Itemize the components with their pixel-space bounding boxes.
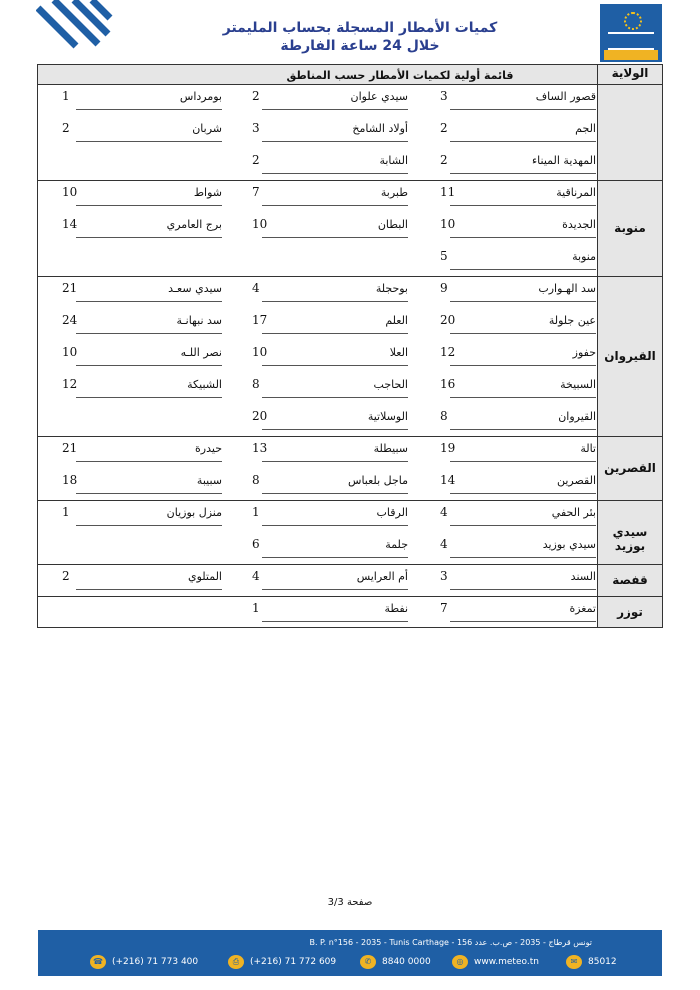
rain-value: 14 <box>62 217 78 231</box>
station-underline <box>76 205 222 206</box>
station-underline <box>262 109 408 110</box>
contact-fax: (+216) 71 772 609 <box>250 957 337 967</box>
rain-value: 4 <box>252 281 260 295</box>
station-name: المهدية الميناء <box>532 154 596 167</box>
rain-value: 8 <box>440 409 448 423</box>
rain-value: 7 <box>252 185 260 199</box>
logo-caption-band <box>604 50 658 60</box>
station-underline <box>262 493 408 494</box>
rain-value: 3 <box>252 121 260 135</box>
station-name: نصر اللـه <box>180 346 222 359</box>
station-underline <box>76 333 222 334</box>
station-name: سيدي سعـد <box>168 282 222 295</box>
station-name: طبربة <box>380 186 408 199</box>
station-underline <box>450 173 596 174</box>
station-underline <box>262 589 408 590</box>
station-underline <box>450 589 596 590</box>
station-underline <box>76 397 222 398</box>
station-name: البطان <box>377 218 408 231</box>
station-name: جلمة <box>385 538 408 551</box>
station-underline <box>262 173 408 174</box>
station-underline <box>450 397 596 398</box>
rain-value: 20 <box>440 313 456 327</box>
rain-value: 1 <box>62 89 70 103</box>
station-name: السند <box>570 570 596 583</box>
rain-value: 11 <box>440 185 456 199</box>
station-name: السبيخة <box>560 378 596 391</box>
rain-value: 12 <box>440 345 456 359</box>
station-name: بومرداس <box>179 90 222 103</box>
rain-value: 2 <box>440 153 448 167</box>
station-underline <box>76 365 222 366</box>
contact-phone: (+216) 71 773 400 <box>112 957 199 967</box>
rain-value: 24 <box>62 313 78 327</box>
rain-value: 1 <box>252 601 260 615</box>
station-name: العلم <box>385 314 408 327</box>
station-name: الحاجب <box>373 378 408 391</box>
rain-value: 1 <box>62 505 70 519</box>
rain-value: 4 <box>440 537 448 551</box>
station-underline <box>262 237 408 238</box>
sms-icon: ✉ <box>566 955 582 969</box>
call-center-icon: ✆ <box>360 955 376 969</box>
station-underline <box>76 141 222 142</box>
rain-value: 3 <box>440 569 448 583</box>
rain-value: 21 <box>62 281 78 295</box>
governorate-name: منوبة <box>614 221 646 235</box>
rain-value: 10 <box>252 345 268 359</box>
rain-value: 14 <box>440 473 456 487</box>
rain-value: 20 <box>252 409 268 423</box>
station-underline <box>450 269 596 270</box>
station-name: حيدرة <box>195 442 222 455</box>
rain-value: 2 <box>252 153 260 167</box>
station-name: شواط <box>193 186 222 199</box>
station-name: الشبيكة <box>187 378 222 391</box>
station-underline <box>450 333 596 334</box>
station-name: بئر الحفي <box>551 506 596 519</box>
station-name: الرقاب <box>376 506 408 519</box>
station-name: أولاد الشامخ <box>352 122 408 135</box>
station-underline <box>450 525 596 526</box>
governorate-name: سيدي بوزيد <box>612 525 648 553</box>
document-title: كميات الأمطار المسجلة بحساب المليمتر <box>222 20 498 36</box>
rain-value: 12 <box>62 377 78 391</box>
governorate-header: الولاية <box>611 66 649 80</box>
station-name: سد الهـوارب <box>538 282 596 295</box>
station-underline <box>450 141 596 142</box>
rain-value: 4 <box>252 569 260 583</box>
station-name: منزل بوزيان <box>166 506 222 519</box>
station-underline <box>450 461 596 462</box>
rain-value: 2 <box>252 89 260 103</box>
station-name: الجم <box>575 122 596 135</box>
rain-value: 9 <box>440 281 448 295</box>
rain-value: 8 <box>252 377 260 391</box>
governorate-divider <box>37 564 663 565</box>
rain-value: 18 <box>62 473 78 487</box>
station-name: سيدي بوزيد <box>542 538 596 551</box>
station-underline <box>450 365 596 366</box>
contact-sms: 85012 <box>588 957 617 967</box>
station-name: تالة <box>580 442 596 455</box>
station-underline <box>262 621 408 622</box>
station-name: الجديدة <box>562 218 596 231</box>
list-title: قائمة أولية لكميات الأمطار حسب المناطق <box>286 69 514 82</box>
governorate-name: القيروان <box>604 349 656 363</box>
station-underline <box>262 141 408 142</box>
rain-value: 6 <box>252 537 260 551</box>
page-number: صفحة 3/3 <box>327 897 373 908</box>
station-underline <box>262 301 408 302</box>
station-name: ماجل بلعباس <box>348 474 408 487</box>
governorate-divider <box>37 276 663 277</box>
station-name: شربان <box>192 122 222 135</box>
station-underline <box>262 333 408 334</box>
station-name: سبيبة <box>196 474 222 487</box>
rain-value: 10 <box>252 217 268 231</box>
rain-value: 1 <box>252 505 260 519</box>
station-name: الشابة <box>379 154 408 167</box>
contact-web[interactable]: www.meteo.tn <box>474 957 539 967</box>
sun-icon <box>624 12 642 30</box>
governorate-divider <box>37 180 663 181</box>
station-name: حفوز <box>572 346 596 359</box>
rain-value: 4 <box>440 505 448 519</box>
station-underline <box>450 429 596 430</box>
fax-icon: ⎙ <box>228 955 244 969</box>
station-underline <box>76 237 222 238</box>
station-underline <box>262 397 408 398</box>
institute-logo <box>600 4 662 62</box>
station-underline <box>450 237 596 238</box>
station-underline <box>76 461 222 462</box>
rain-value: 8 <box>252 473 260 487</box>
governorate-divider <box>37 436 663 437</box>
station-underline <box>76 109 222 110</box>
station-name: بوحجلة <box>375 282 408 295</box>
phone-icon: ☎ <box>90 955 106 969</box>
station-name: أم العرايس <box>356 570 408 583</box>
corner-stripes-decoration <box>36 0 116 62</box>
station-name: العلا <box>389 346 408 359</box>
station-name: منوبة <box>572 250 596 263</box>
station-underline <box>76 301 222 302</box>
station-name: سد نبهانـة <box>176 314 222 327</box>
station-name: قصور الساف <box>535 90 596 103</box>
station-underline <box>262 365 408 366</box>
rain-value: 13 <box>252 441 268 455</box>
rain-value: 10 <box>62 185 78 199</box>
station-underline <box>450 301 596 302</box>
station-underline <box>450 205 596 206</box>
station-underline <box>262 525 408 526</box>
rain-value: 3 <box>440 89 448 103</box>
governorate-name: قفصة <box>612 573 648 587</box>
station-name: برج العامري <box>166 218 222 231</box>
governorate-name: توزر <box>617 605 643 619</box>
footer-band <box>38 930 662 976</box>
station-name: الوسلاتية <box>367 410 408 423</box>
station-name: نفطة <box>384 602 408 615</box>
station-underline <box>450 109 596 110</box>
station-name: المتلوي <box>187 570 222 583</box>
rain-value: 19 <box>440 441 456 455</box>
rain-value: 10 <box>440 217 456 231</box>
rain-value: 16 <box>440 377 456 391</box>
rain-value: 2 <box>62 121 70 135</box>
station-name: القيروان <box>558 410 596 423</box>
station-underline <box>76 525 222 526</box>
station-underline <box>262 205 408 206</box>
station-underline <box>262 557 408 558</box>
station-name: المرناقية <box>556 186 596 199</box>
station-underline <box>450 621 596 622</box>
station-underline <box>450 557 596 558</box>
station-underline <box>76 589 222 590</box>
station-name: سيدي علوان <box>350 90 408 103</box>
rain-value: 21 <box>62 441 78 455</box>
governorate-divider <box>37 500 663 501</box>
contact-call-center: 8840 0000 <box>382 957 431 967</box>
station-underline <box>450 493 596 494</box>
station-name: سبيطلة <box>373 442 408 455</box>
header-divider <box>37 84 663 85</box>
station-underline <box>262 461 408 462</box>
rain-value: 5 <box>440 249 448 263</box>
station-name: عين جلولة <box>548 314 596 327</box>
rain-value: 17 <box>252 313 268 327</box>
footer-address: B. P. n°156 - 2035 - Tunis Carthage - تونس قرطاج - 2035 - ص.ب. عدد 156 <box>309 938 592 947</box>
station-underline <box>76 493 222 494</box>
governorate-divider <box>37 596 663 597</box>
rain-value: 10 <box>62 345 78 359</box>
web-icon: ◎ <box>452 955 468 969</box>
document-subtitle: خلال 24 ساعة الفارطة <box>280 38 440 54</box>
station-name: القصرين <box>556 474 596 487</box>
station-underline <box>262 429 408 430</box>
station-name: تمغزة <box>569 602 596 615</box>
rain-value: 7 <box>440 601 448 615</box>
waves-icon <box>608 32 654 50</box>
rain-value: 2 <box>440 121 448 135</box>
governorate-name: القصرين <box>604 461 656 475</box>
rain-value: 2 <box>62 569 70 583</box>
